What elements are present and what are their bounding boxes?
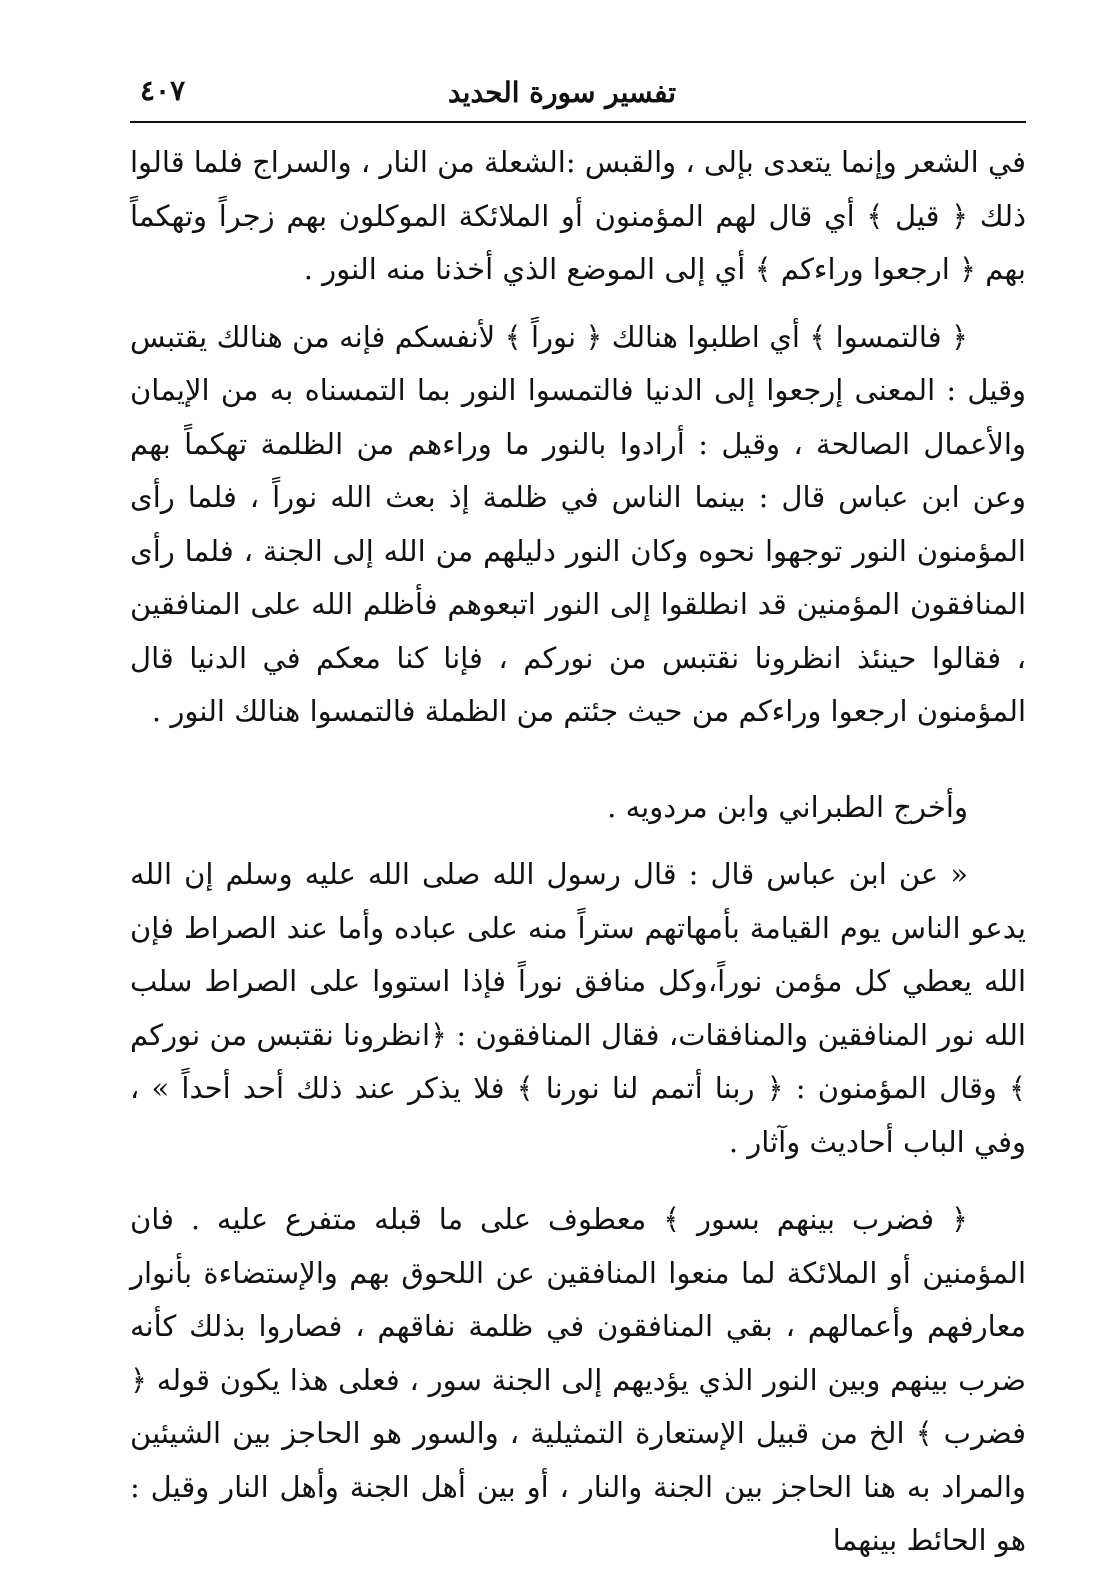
header-rule [130,121,1026,123]
running-title: تفسير سورة الحديد [447,76,676,109]
paragraph: في الشعر وإنما يتعدى بإلى ، والقبس :الشعلة من النار ، والسراج فلما قالوا ذلك ﴿ قيل ﴾ أي قال لهم المؤمنون أو الملائكة الموكلون بهم زجراً وتهكماً بهم ﴿ ارجعوا وراءكم ﴾ أي إلى الموضع الذي أخذنا منه النور . [130,145,1026,286]
paragraph: ﴿ فالتمسوا ﴾ أي اطلبوا هنالك ﴿ نوراً ﴾ لأنفسكم فإنه من هنالك يقتبس وقيل : المعنى إرجعوا إلى الدنيا فالتمسوا النور بما التمسناه به من الإيمان والأعمال الصالحة ، وقيل : أرادوا بالنور ما وراءهم من الظلمة تهكماً بهم وعن ابن عباس قال : بينما الناس في ظلمة إذ بعث الله نوراً ، فلما رأى المؤمنون النور توجهوا نحوه وكان النور دليلهم من الله إلى الجنة ، فلما رأى المنافقون المؤمنين قد انطلقوا إلى النور اتبعوهم فأظلم الله على المنافقين ، فقالوا حينئذ انظرونا نقتبس من نوركم ، فإنا كنا معكم في الدنيا قال المؤمنون ارجعوا وراءكم من حيث جئتم من الظملة فالتمسوا هنالك النور . [130,319,1026,728]
paragraph: وأخرج الطبراني وابن مردويه . [607,789,968,824]
page-number: ٤٠٧ [140,74,186,107]
body-text [130,136,1026,1568]
paragraph: ﴿ فضرب بينهم بسور ﴾ معطوف على ما قبله متفرع عليه . فان المؤمنين أو الملائكة لما منعوا المنافقين عن اللحوق بهم والإستضاءة بأنوار معارفهم وأعمالهم ، بقي المنافقون في ظلمة نفاقهم ، فصاروا بذلك كأنه ضرب بينهم وبين النور الذي يؤديهم إلى الجنة سور ، فعلى هذا يكون قوله ﴿ فضرب ﴾ الخ من قبيل الإستعارة التمثيلية ، والسور هو الحاجز بين الشيئين والمراد به هنا الحاجز بين الجنة والنار ، أو بين أهل الجنة وأهل النار وقيل : هو الحائط بينهما [130,1202,1026,1557]
paragraph: « عن ابن عباس قال : قال رسول الله صلى الله عليه وسلم إن الله يدعو الناس يوم القيامة بأمهاتهم ستراً منه على عباده وأما عند الصراط فإن الله يعطي كل مؤمن نوراً،وكل منافق نوراً فإذا استووا على الصراط سلب الله نور المنافقين والمنافقات، فقال المنافقون : ﴿انظرونا نقتبس من نوركم ﴾ وقال المؤمنون : ﴿ ربنا أتمم لنا نورنا ﴾ فلا يذكر عند ذلك أحد أحداً » ، وفي الباب أحاديث وآثار . [130,857,1026,1159]
page-header [130,72,1026,112]
